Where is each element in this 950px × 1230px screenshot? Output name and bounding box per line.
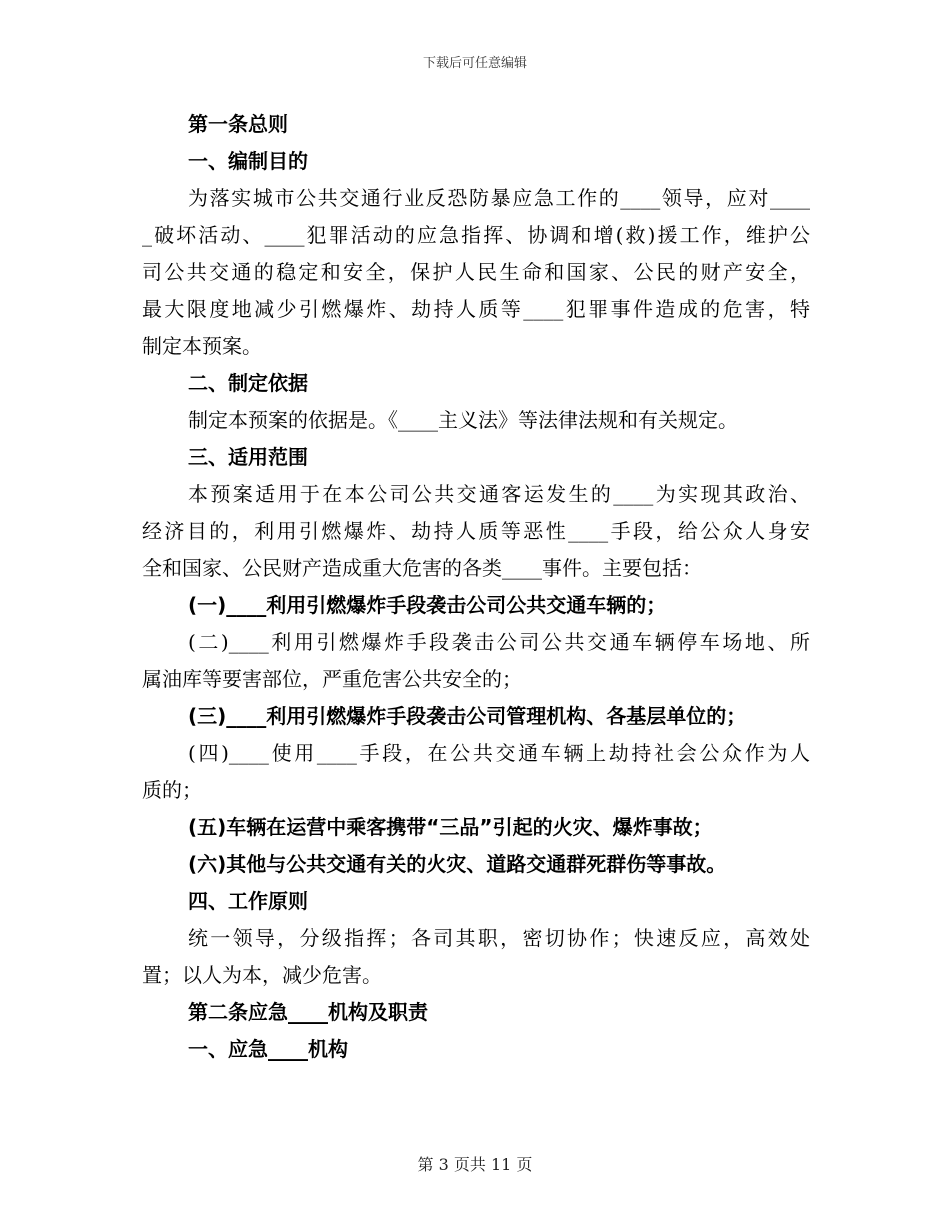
- body-text-line: 制定本预案的依据是。《____主义法》等法律法规和有关规定。: [188, 408, 738, 432]
- section-heading: 四、工作原则: [188, 889, 308, 913]
- body-text-line: 统一领导，分级指挥；各司其职，密切协作；快速反应，高效处: [188, 926, 810, 950]
- body-text-line: 全和国家、公民财产造成重大危害的各类____事件。主要包括：: [142, 556, 702, 580]
- section-heading: 二、制定依据: [188, 371, 308, 395]
- body-text-line: 经济目的，利用引燃爆炸、劫持人质等恶性____手段，给公众人身安: [142, 519, 810, 543]
- section-heading: (六)其他与公共交通有关的火灾、道路交通群死群伤等事故。: [188, 852, 727, 876]
- section-heading: 第二条应急____机构及职责: [188, 1000, 428, 1024]
- body-text-line: 司公共交通的稳定和安全，保护人民生命和国家、公民的财产安全，: [142, 260, 810, 284]
- document-body: [142, 106, 810, 1068]
- page-number: 第 3 页共 11 页: [417, 1155, 533, 1174]
- body-text-line: 制定本预案。: [142, 334, 262, 358]
- body-text-line: (四)____使用____手段，在公共交通车辆上劫持社会公众作为人: [188, 741, 810, 765]
- section-heading: 三、适用范围: [188, 445, 308, 469]
- body-text-line: 为落实城市公共交通行业反恐防暴应急工作的____领导，应对____: [188, 186, 810, 210]
- body-text-line: 置；以人为本，减少危害。: [142, 963, 382, 987]
- header-note: 下载后可任意编辑: [422, 56, 527, 71]
- body-text-line: (二)____利用引燃爆炸手段袭击公司公共交通车辆停车场地、所: [188, 630, 810, 654]
- body-text-line: 最大限度地减少引燃爆炸、劫持人质等____犯罪事件造成的危害，特: [142, 297, 810, 321]
- section-heading: 一、应急____机构: [188, 1037, 348, 1061]
- body-text-line: 质的；: [142, 778, 202, 802]
- section-heading: (三)____利用引燃爆炸手段袭击公司管理机构、各基层单位的；: [188, 704, 747, 728]
- body-text-line: 属油库等要害部位，严重危害公共安全的；: [142, 667, 522, 691]
- body-text-line: _破坏活动、____犯罪活动的应急指挥、协调和增(救)援工作，维护公: [142, 223, 810, 247]
- section-heading: (一)____利用引燃爆炸手段袭击公司公共交通车辆的；: [188, 593, 667, 617]
- section-heading: 一、编制目的: [188, 149, 308, 173]
- section-heading: (五)车辆在运营中乘客携带“三品”引起的火灾、爆炸事故；: [188, 815, 713, 839]
- section-heading: 第一条总则: [188, 112, 288, 136]
- body-text-line: 本预案适用于在本公司公共交通客运发生的____为实现其政治、: [188, 482, 810, 506]
